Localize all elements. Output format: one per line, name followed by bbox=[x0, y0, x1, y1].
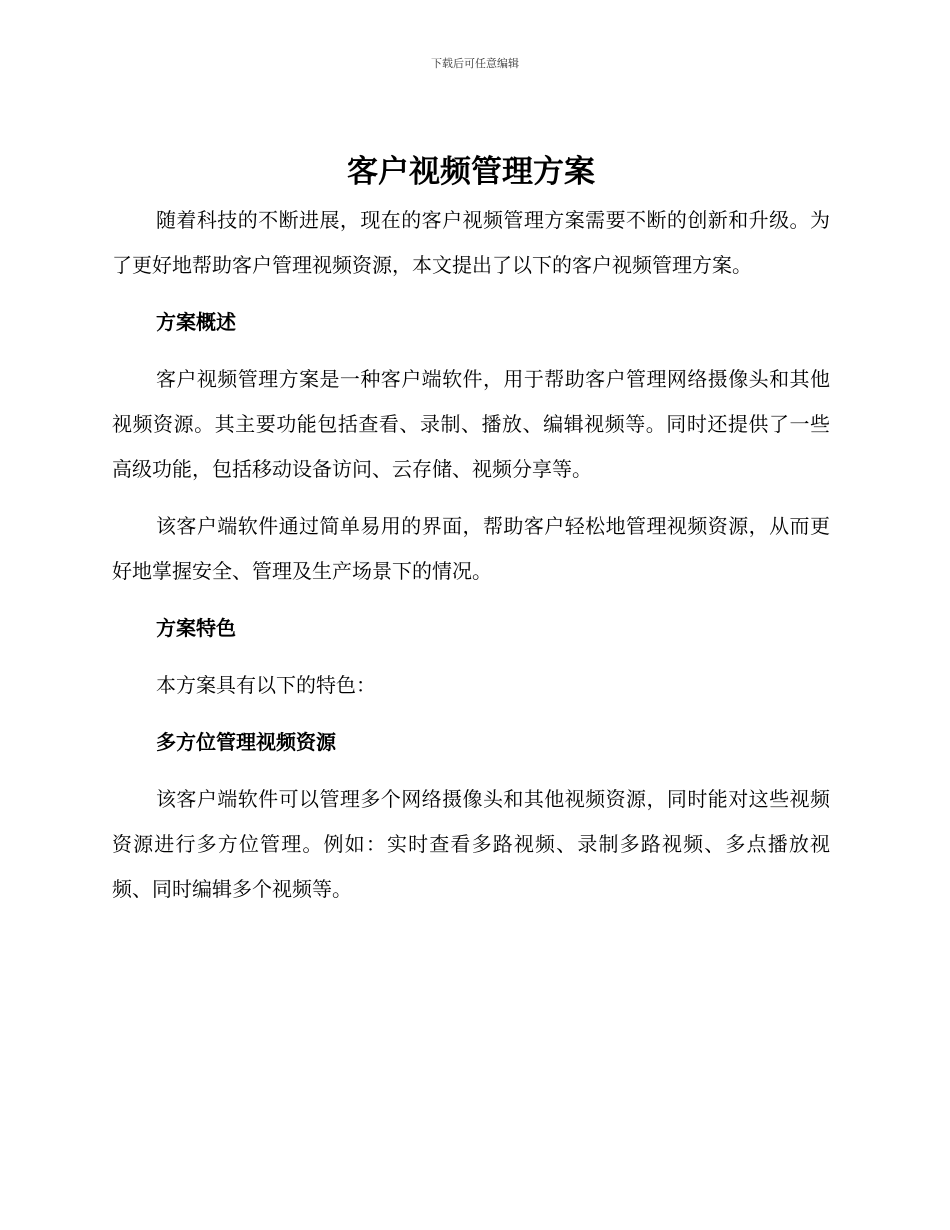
document-title: 客户视频管理方案 bbox=[347, 154, 595, 190]
overview-paragraph-2: 该客户端软件通过简单易用的界面，帮助客户轻松地管理视频资源，从而更好地掌握安全、管理及生产场景下的情况。 bbox=[112, 514, 830, 583]
overview-paragraph-1: 客户视频管理方案是一种客户端软件，用于帮助客户管理网络摄像头和其他视频资源。其主要功能包括查看、录制、播放、编辑视频等。同时还提供了一些高级功能，包括移动设备访问、云存储、视频分享等。 bbox=[112, 367, 830, 481]
header-note: 下载后可任意编辑 bbox=[431, 57, 519, 70]
section-heading-multi-management: 多方位管理视频资源 bbox=[156, 730, 336, 754]
document-body bbox=[112, 148, 830, 912]
features-paragraph: 本方案具有以下的特色： bbox=[156, 673, 376, 697]
section-heading-overview: 方案概述 bbox=[156, 310, 236, 334]
multi-management-paragraph: 该客户端软件可以管理多个网络摄像头和其他视频资源，同时能对这些视频资源进行多方位管理。例如：实时查看多路视频、录制多路视频、多点播放视频、同时编辑多个视频等。 bbox=[112, 787, 830, 901]
intro-paragraph: 随着科技的不断进展，现在的客户视频管理方案需要不断的创新和升级。为了更好地帮助客户管理视频资源，本文提出了以下的客户视频管理方案。 bbox=[112, 208, 830, 277]
section-heading-features: 方案特色 bbox=[156, 616, 236, 640]
